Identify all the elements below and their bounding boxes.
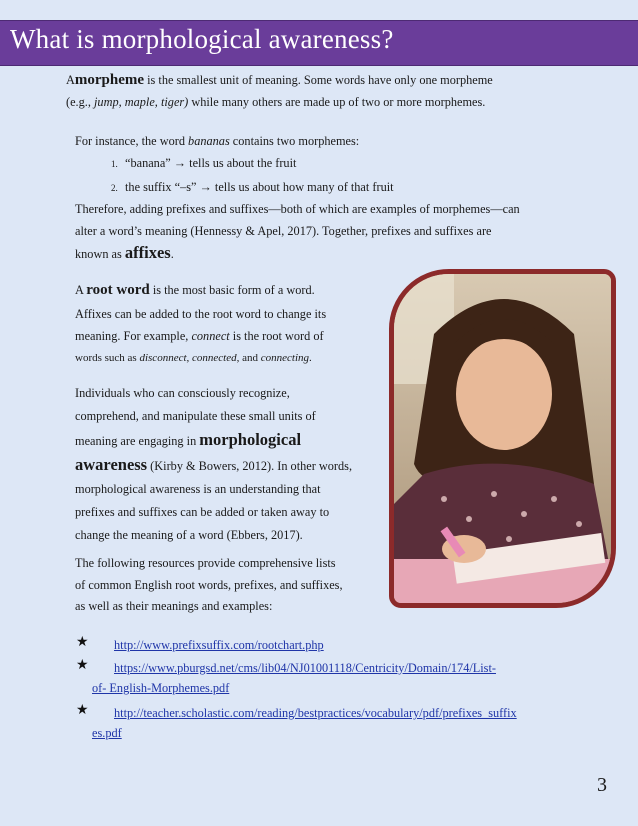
body-text: A <box>75 283 87 297</box>
resource-link-2[interactable] <box>92 658 552 698</box>
photo-illustration <box>394 274 611 603</box>
term-morpheme: morpheme <box>74 72 145 88</box>
resource-link-text[interactable]: http://www.prefixsuffix.com/rootchart.php <box>114 638 324 652</box>
list-number: 2. <box>111 183 118 193</box>
resources-paragraph <box>75 553 395 618</box>
intro-text: while many others are made up of two or more morphemes. <box>188 94 486 109</box>
body-text: meaning. For example, <box>75 328 192 343</box>
resource-link-text[interactable]: http://teacher.scholastic.com/reading/bestpractices/vocabulary/pdf/prefixes_suffix <box>114 706 517 720</box>
term-awareness: awareness <box>75 455 148 474</box>
body-text: The following resources provide comprehensive lists <box>75 556 336 570</box>
intro-paragraph-1 <box>66 70 586 113</box>
body-text: and <box>239 352 261 364</box>
body-text: (Kirby & Bowers, 2012). In other words, <box>147 459 353 473</box>
affixes-paragraph <box>75 304 385 370</box>
example-words: connecting <box>260 352 310 364</box>
resource-link-text[interactable]: https://www.pburgsd.net/cms/lib04/NJ01001118/Centricity/Domain/174/List- <box>114 661 496 675</box>
star-bullet-icon: ★ <box>76 658 89 673</box>
example-words: disconnect, connected, <box>139 352 240 364</box>
intro-text: contains two morphemes: <box>229 134 360 148</box>
term-morphological: morphological <box>199 430 302 449</box>
body-text: meaning are engaging in <box>75 434 200 448</box>
body-text: as well as their meanings and examples: <box>75 599 273 613</box>
term-root-word: root word <box>86 282 150 298</box>
list-item <box>111 153 296 174</box>
body-text: Individuals who can consciously recognize, <box>75 386 290 400</box>
body-text: of common English root words, prefixes, and suffixes, <box>75 577 343 592</box>
intro-paragraph-2 <box>75 131 359 153</box>
intro-text: (e.g., <box>66 94 91 109</box>
body-text: is the root word of <box>229 328 324 343</box>
intro-text: . <box>170 247 174 261</box>
intro-examples: jump, maple, tiger) <box>94 94 189 109</box>
resource-link-text[interactable]: of- English-Morphemes.pdf <box>92 681 230 695</box>
page-number: 3 <box>597 774 607 796</box>
body-text: prefixes and suffixes can be added or taken away to <box>75 505 330 519</box>
body-text: change the meaning of a word (Ebbers, 2017). <box>75 528 303 542</box>
body-text: comprehend, and manipulate these small units of <box>75 409 316 423</box>
body-text: is the most basic form of a word. <box>149 283 315 297</box>
resource-link-3[interactable] <box>92 703 572 743</box>
intro-text: For instance, the word <box>75 134 189 148</box>
star-bullet-icon: ★ <box>76 703 89 718</box>
intro-text: is the smallest unit of meaning. Some words have only one morpheme <box>144 73 493 87</box>
page-title: What is morphological awareness? <box>10 24 394 54</box>
list-text: “banana” → tells us about the fruit <box>125 156 297 170</box>
intro-text: alter a word’s meaning (Hennessy & Apel, 2017). Together, prefixes and suffixes are <box>75 223 492 238</box>
word-bananas: bananas <box>188 134 230 148</box>
list-item <box>111 177 394 198</box>
root-word-paragraph <box>75 280 315 302</box>
body-text: Affixes can be added to the root word to change its <box>75 307 327 321</box>
body-text: morphological awareness is an understanding that <box>75 482 321 496</box>
child-writing-photo <box>389 269 616 608</box>
list-number: 1. <box>111 159 118 169</box>
list-text: the suffix “–s” → tells us about how many of that fruit <box>125 180 394 194</box>
awareness-paragraph <box>75 382 385 547</box>
intro-text: Therefore, adding prefixes and suffixes—both of which are examples of morphemes—can <box>75 202 520 216</box>
intro-paragraph-3 <box>75 199 595 266</box>
star-bullet-icon: ★ <box>76 635 89 650</box>
body-text: words such as <box>75 352 140 364</box>
word-connect: connect <box>191 328 230 343</box>
resource-link-1[interactable] <box>114 635 324 655</box>
intro-text: known as <box>75 247 125 261</box>
resource-link-text[interactable]: es.pdf <box>92 726 122 740</box>
term-affixes: affixes <box>124 243 171 262</box>
intro-text: A <box>66 73 75 87</box>
body-text: . <box>309 352 312 364</box>
